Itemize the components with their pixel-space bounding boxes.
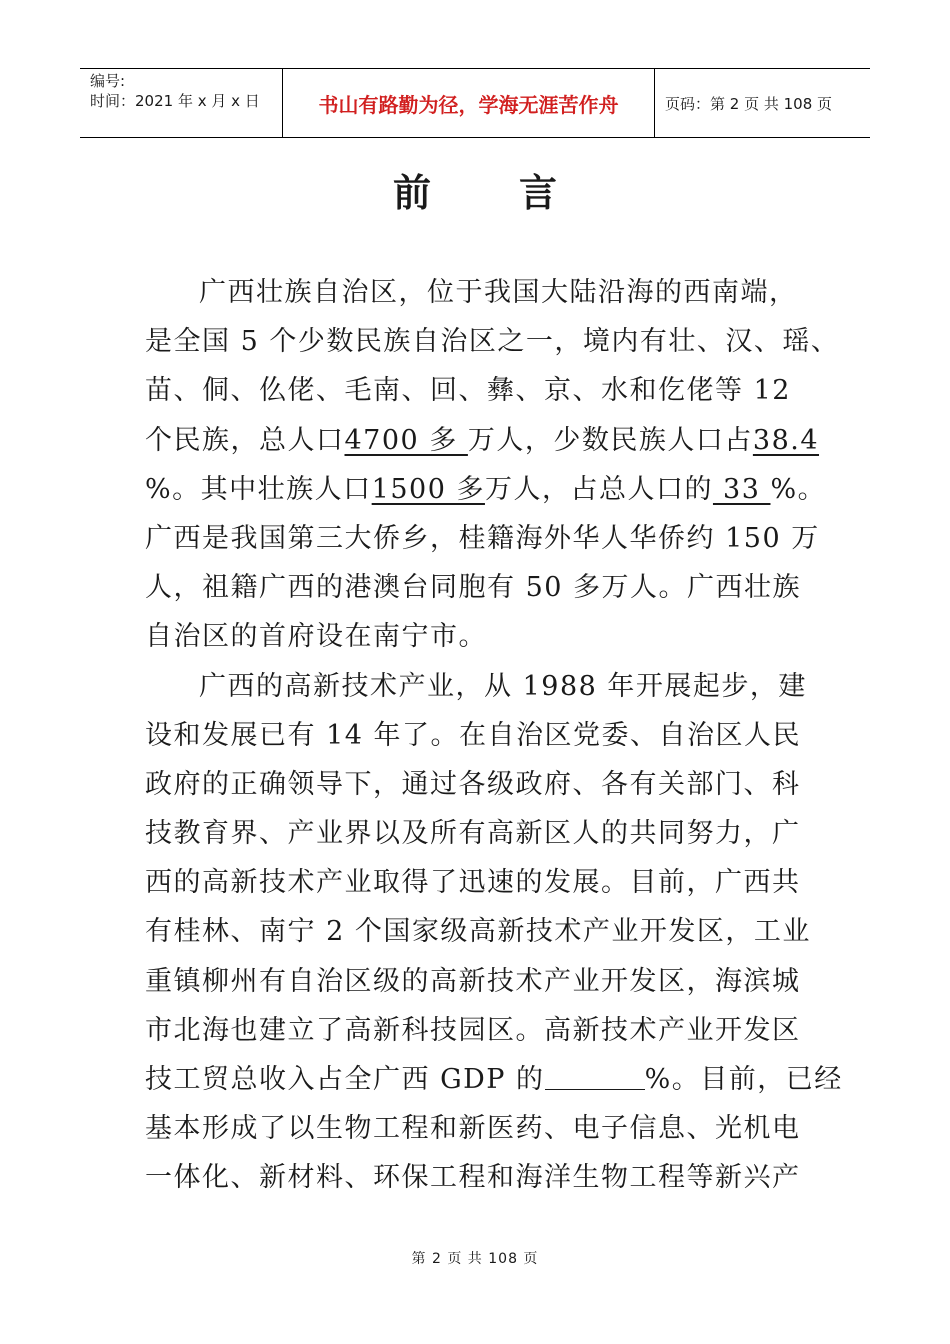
paragraph-line	[145, 465, 827, 514]
text-segment: %。其中壮族人口	[145, 473, 372, 505]
fill-in-blank	[545, 1061, 645, 1090]
body-text	[145, 268, 843, 1203]
underlined-value: 33	[712, 473, 771, 505]
title-char-1: 前	[392, 170, 431, 215]
doc-time-label: 时间：2021 年 x 月 x 日	[90, 92, 260, 110]
paragraph-line: 人，祖籍广西的港澳台同胞有 50 多万人。广西壮族	[145, 572, 802, 604]
paragraph-line	[145, 416, 820, 465]
paragraph-line: 西的高新技术产业取得了迅速的发展。目前，广西共	[145, 867, 801, 899]
title-char-2: 言	[519, 170, 558, 215]
paragraph-line: 政府的正确领导下，通过各级政府、各有关部门、科	[145, 768, 801, 800]
paragraph-line: 苗、侗、仫佬、毛南、回、彝、京、水和仡佬等 12	[145, 375, 791, 407]
text-segment: 技工贸总收入占全广西 GDP 的	[145, 1064, 545, 1095]
page-title	[0, 162, 950, 217]
text-segment: %。	[770, 473, 827, 505]
page-header	[80, 68, 870, 138]
text-segment: %。目前，已经	[644, 1064, 843, 1095]
text-segment: 万人，占总人口的	[484, 473, 713, 505]
paragraph-line: 广西的高新技术产业，从 1988 年开展起步，建	[199, 670, 807, 702]
header-meta	[80, 69, 283, 137]
underlined-value: 38.4	[752, 424, 820, 456]
paragraph-line: 市北海也建立了高新科技园区。高新技术产业开发区	[145, 1014, 801, 1046]
paragraph-line: 一体化、新材料、环保工程和海洋生物工程等新兴产	[145, 1162, 801, 1194]
header-page-info: 页码：第 2 页 共 108 页	[665, 94, 833, 113]
paragraph-line: 技教育界、产业界以及所有高新区人的共同努力，广	[145, 818, 801, 850]
page-footer: 第 2 页 共 108 页	[411, 1251, 539, 1267]
paragraph-line: 是全国 5 个少数民族自治区之一，境内有壮、汉、瑶、	[145, 326, 840, 358]
paragraph-line	[145, 1055, 843, 1104]
paragraph-line: 有桂林、南宁 2 个国家级高新技术产业开发区，工业	[145, 916, 811, 948]
text-segment: 个民族，总人口	[145, 424, 345, 456]
paragraph-line: 广西是我国第三大侨乡，桂籍海外华人华侨约 150 万	[145, 522, 820, 554]
doc-number-label: 编号:	[90, 72, 126, 90]
paragraph-line: 重镇柳州有自治区级的高新技术产业开发区，海滨城	[145, 965, 801, 997]
underlined-value: 4700 多	[344, 424, 468, 456]
header-motto: 书山有路勤为径，学海无涯苦作舟	[283, 69, 655, 137]
paragraph-line: 自治区的首府设在南宁市。	[145, 621, 487, 653]
paragraph-line: 基本形成了以生物工程和新医药、电子信息、光机电	[145, 1113, 801, 1145]
text-segment: 万人，少数民族人口占	[467, 424, 753, 456]
underlined-value: 1500 多	[371, 473, 485, 505]
paragraph-line: 广西壮族自治区，位于我国大陆沿海的西南端，	[199, 277, 798, 308]
paragraph-line: 设和发展已有 14 年了。在自治区党委、自治区人民	[145, 719, 802, 751]
